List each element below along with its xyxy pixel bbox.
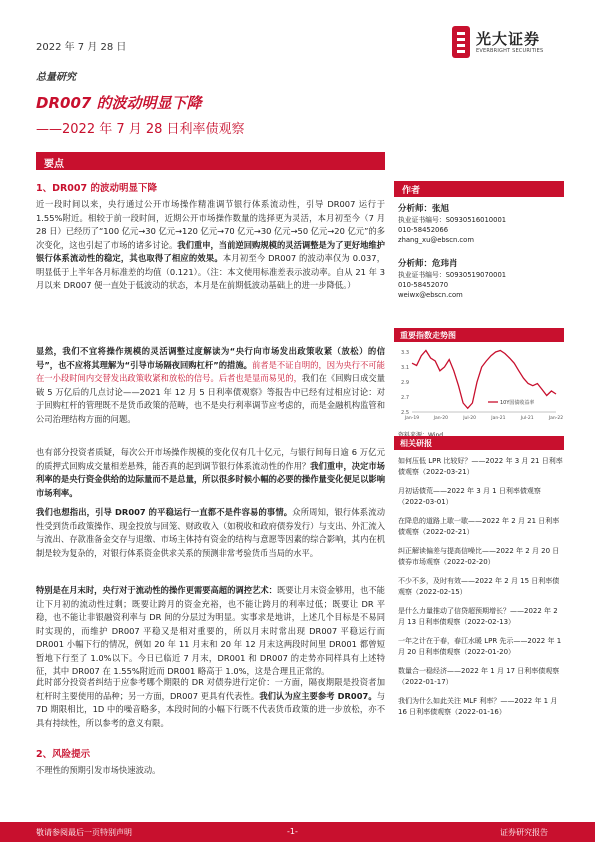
paragraph-1-tail: 本月初至今 DR007 的波动率仅为 0.037，明显低于上半年各月标准差的均值（0.121）。（注：本文使用标准差表示波动率。自从 21 年 3 月以来 DR007 便一直处于低波动的状态，本月是在前期低波动基础上的进一步降低。）: [36, 253, 385, 290]
author-2-phone: 010-58452070: [398, 281, 449, 289]
footer-report-type: 证券研究报告: [500, 828, 548, 837]
author-1: [398, 203, 568, 245]
x-tick-label: Jan-20: [433, 416, 448, 421]
paragraph-4-tail: 众所周知，银行体系流动性受到货币政策操作、现金投放与回笼、财政收入（如税收和政府债券发行）与支出、外汇流入与流出、存款准备金交存与退缴、市场主体持有资金的结构与意愿等因素的综合影响，其内在机制是较为复杂的，对银行体系资金供求关系的预测非常考验货币当局的水平。: [36, 507, 385, 558]
related-list: [398, 456, 563, 726]
related-report-link[interactable]: 纠正解读偏差与提高信噪比——2022 年 2 月 20 日债券市场观察（2022-02-20）: [398, 547, 560, 566]
paragraph-2-tail: 我们在《回购日成交量破 5 万亿后的几点讨论——2021 年 12 月 5 日利率债观察》等报告中已经有过相应讨论：对于回购杠杆的管理既不是货币政策的范畴，也不是央行利率调节应考虑的，而是金融机构监管和公司治理结构方面的问题。: [36, 373, 385, 424]
related-report-link[interactable]: 在降息的道路上歇一歇——2022 年 2 月 21 日利率债观察（2022-02-21）: [398, 517, 560, 536]
author-2: [398, 258, 568, 300]
paragraph-5-tail: 既要让月末资金够用，也不能让下月初的流动性过剩；既要让跨月的资金充裕，也不能让跨月的利率过低；既要让 DR 平稳，也不能让非银融资利率与 DR 间的分层过为明显。实事求是地讲，上述几个目标是不易同时实现的，而维护 DR007 平稳又是相对重要的，所以月末时常出现 DR007 平稳运行而 DR001 小幅下行的情况，例如 20 年 11 月末和 20 年 12 月末这两段时间里 DR001 都曾短暂地下行至了 1.0%以下。今日已临近 7 月末，DR001 和 DR007 的走势亦同样具有上述特征，其中 DR007 在 1.55%附近而 DR001 略高于 1.0%，这是合理且正常的。: [36, 585, 385, 676]
related-report-link[interactable]: 数量合一稳经济——2022 年 1 月 17 日利率债观察（2022-01-17）: [398, 667, 560, 686]
legend-label: 10Y国债收益率: [500, 400, 535, 406]
report-subtitle: ——2022 年 7 月 28 日利率债观察: [36, 122, 245, 137]
brand-name: 光大证券: [476, 30, 541, 48]
x-tick-label: Jul-21: [520, 416, 534, 421]
author-bar: 作者: [394, 181, 564, 197]
paragraph-2: [36, 345, 385, 426]
author-2-name: 分析师：危玮肖: [398, 259, 458, 269]
y-tick-label: 2.7: [401, 395, 409, 401]
paragraph-6-bold: 我们认为应主要参考 DR007。: [259, 690, 377, 701]
report-title: DR007 的波动明显下降: [36, 94, 202, 112]
related-report-link[interactable]: 如何压低 LPR 比较好？——2022 年 3 月 21 日利率债观察（2022-03-21）: [398, 457, 563, 476]
paragraph-6-text: 此时部分投资者纠结于应参考哪个期限的 DR 对债券进行定价：一方面，隔夜期限是投资者加杠杆时主要使用的品种；另一方面，DR007 更具有代表性。: [36, 677, 385, 701]
paragraph-2-bold: 显然，我们不宜将操作规模的灵活调整过度解读为“央行向市场发出政策收紧（放松）的信号”，也不应将其理解为“引导市场隔夜回购杠杆”的措施。: [36, 346, 385, 370]
footer-disclaimer[interactable]: 敬请参阅最后一页特别声明: [36, 828, 132, 837]
x-tick-label: Jan-19: [404, 416, 420, 421]
index-trend-chart: [394, 346, 564, 428]
y-tick-label: 2.5: [401, 410, 409, 416]
related-report-link[interactable]: 不少不多，及时有效——2022 年 2 月 15 日利率债观察（2022-02-15）: [398, 577, 560, 596]
paragraph-6: [36, 676, 385, 730]
related-report-link[interactable]: 我们为什么如此关注 MLF 利率？——2022 年 1 月 16 日利率债观察（2022-01-16）: [398, 697, 558, 716]
paragraph-2-red: 前者是不证自明的，因为央行不可能在一小段时间内交替发出政策收紧和放松的信号。后者也是显而易见的，: [36, 359, 385, 383]
related-report-link[interactable]: 是什么力量推动了信贷超预期增长？——2022 年 2 月 13 日利率债观察（2022-02-13）: [398, 607, 558, 626]
section-heading-1: 1、DR007 的波动明显下降: [36, 183, 157, 194]
paragraph-5: [36, 584, 385, 679]
related-report-link[interactable]: 月初话债荒——2022 年 3 月 1 日利率债观察（2022-03-01）: [398, 487, 541, 506]
y-tick-label: 2.9: [401, 380, 409, 386]
author-1-phone: 010-58452066: [398, 226, 449, 234]
paragraph-3-text: 也有部分投资者质疑，每次公开市场操作规模的变化仅有几十亿元，与银行间每日逾 6 万亿元的质押式回购成交量相差悬殊，能否真的起到调节银行体系流动性的作用？: [36, 447, 385, 471]
paragraph-6-tail: 与 7D 期限相比，1D 中的噪音略多，本段时间的小幅下行既不代表货币政策的进一步放松，亦不具有持续性，所以参考的意义有限。: [36, 690, 386, 728]
author-1-name: 分析师：张旭: [398, 204, 450, 214]
related-report-link[interactable]: 一年之计在于春，春江水暖 LPR 先示——2022 年 1 月 20 日利率债观察（2022-01-20）: [398, 637, 562, 656]
paragraph-1: [36, 198, 385, 293]
author-1-email[interactable]: zhang_xu@ebscn.com: [398, 236, 474, 244]
page-number: -1-: [287, 827, 298, 836]
report-category: 总量研究: [36, 72, 76, 83]
author-2-license: 执业证书编号：S0930519070001: [398, 271, 507, 279]
paragraph-1-text: 近一段时间以来，央行通过公开市场操作精准调节银行体系流动性，引导 DR007 运行于 1.55%附近。相较于前一段时间，近期公开市场操作数量的选择更为灵活，本月初至今（7 月 28 日）已经历了“100 亿元→30 亿元→120 亿元→70 亿元→30 亿元→50 亿元→20 亿元”的多次变化，这也引起了市场的诸多讨论。: [36, 199, 385, 250]
paragraph-7: 不理性的预期引发市场快速波动。: [36, 765, 161, 775]
author-1-license: 执业证书编号：S0930516010001: [398, 216, 507, 224]
paragraph-4: [36, 506, 385, 560]
paragraph-4-bold: 我们也想指出，引导 DR007 的平稳运行一直都不是件容易的事情。: [36, 507, 293, 517]
paragraph-5-bold: 特别是在月末时，央行对于流动性的操作更需要高超的调控艺术：: [36, 585, 277, 595]
y-tick-label: 3.1: [401, 365, 409, 371]
paragraph-3-bold: 我们重申，决定市场利率的是央行资金供给的边际量而不是总量，所以很多时候小幅的必要的操作量变化便足以影响市场利率。: [36, 460, 385, 498]
brand-sub: EVERBRIGHT SECURITIES: [476, 48, 544, 54]
chart-bar: 重要指数走势图: [394, 328, 564, 342]
keypoints-bar: 要点: [36, 152, 385, 170]
section-heading-2: 2、风险提示: [36, 749, 91, 760]
report-date: 2022 年 7 月 28 日: [36, 42, 127, 53]
paragraph-1-bold: 我们重申，当前逆回购规模的灵活调整是为了更好地维护银行体系流动性的稳定，其也取得了相应的效果。: [36, 239, 385, 263]
related-bar: 相关研报: [394, 436, 564, 450]
footer-bar: [0, 822, 595, 842]
y-tick-label: 3.3: [401, 350, 409, 356]
paragraph-3: [36, 446, 385, 500]
x-tick-label: Jan-21: [491, 416, 506, 421]
x-tick-label: Jan-22: [548, 416, 564, 421]
author-2-email[interactable]: weiwx@ebscn.com: [398, 291, 463, 299]
x-tick-label: Jul-20: [463, 416, 476, 421]
